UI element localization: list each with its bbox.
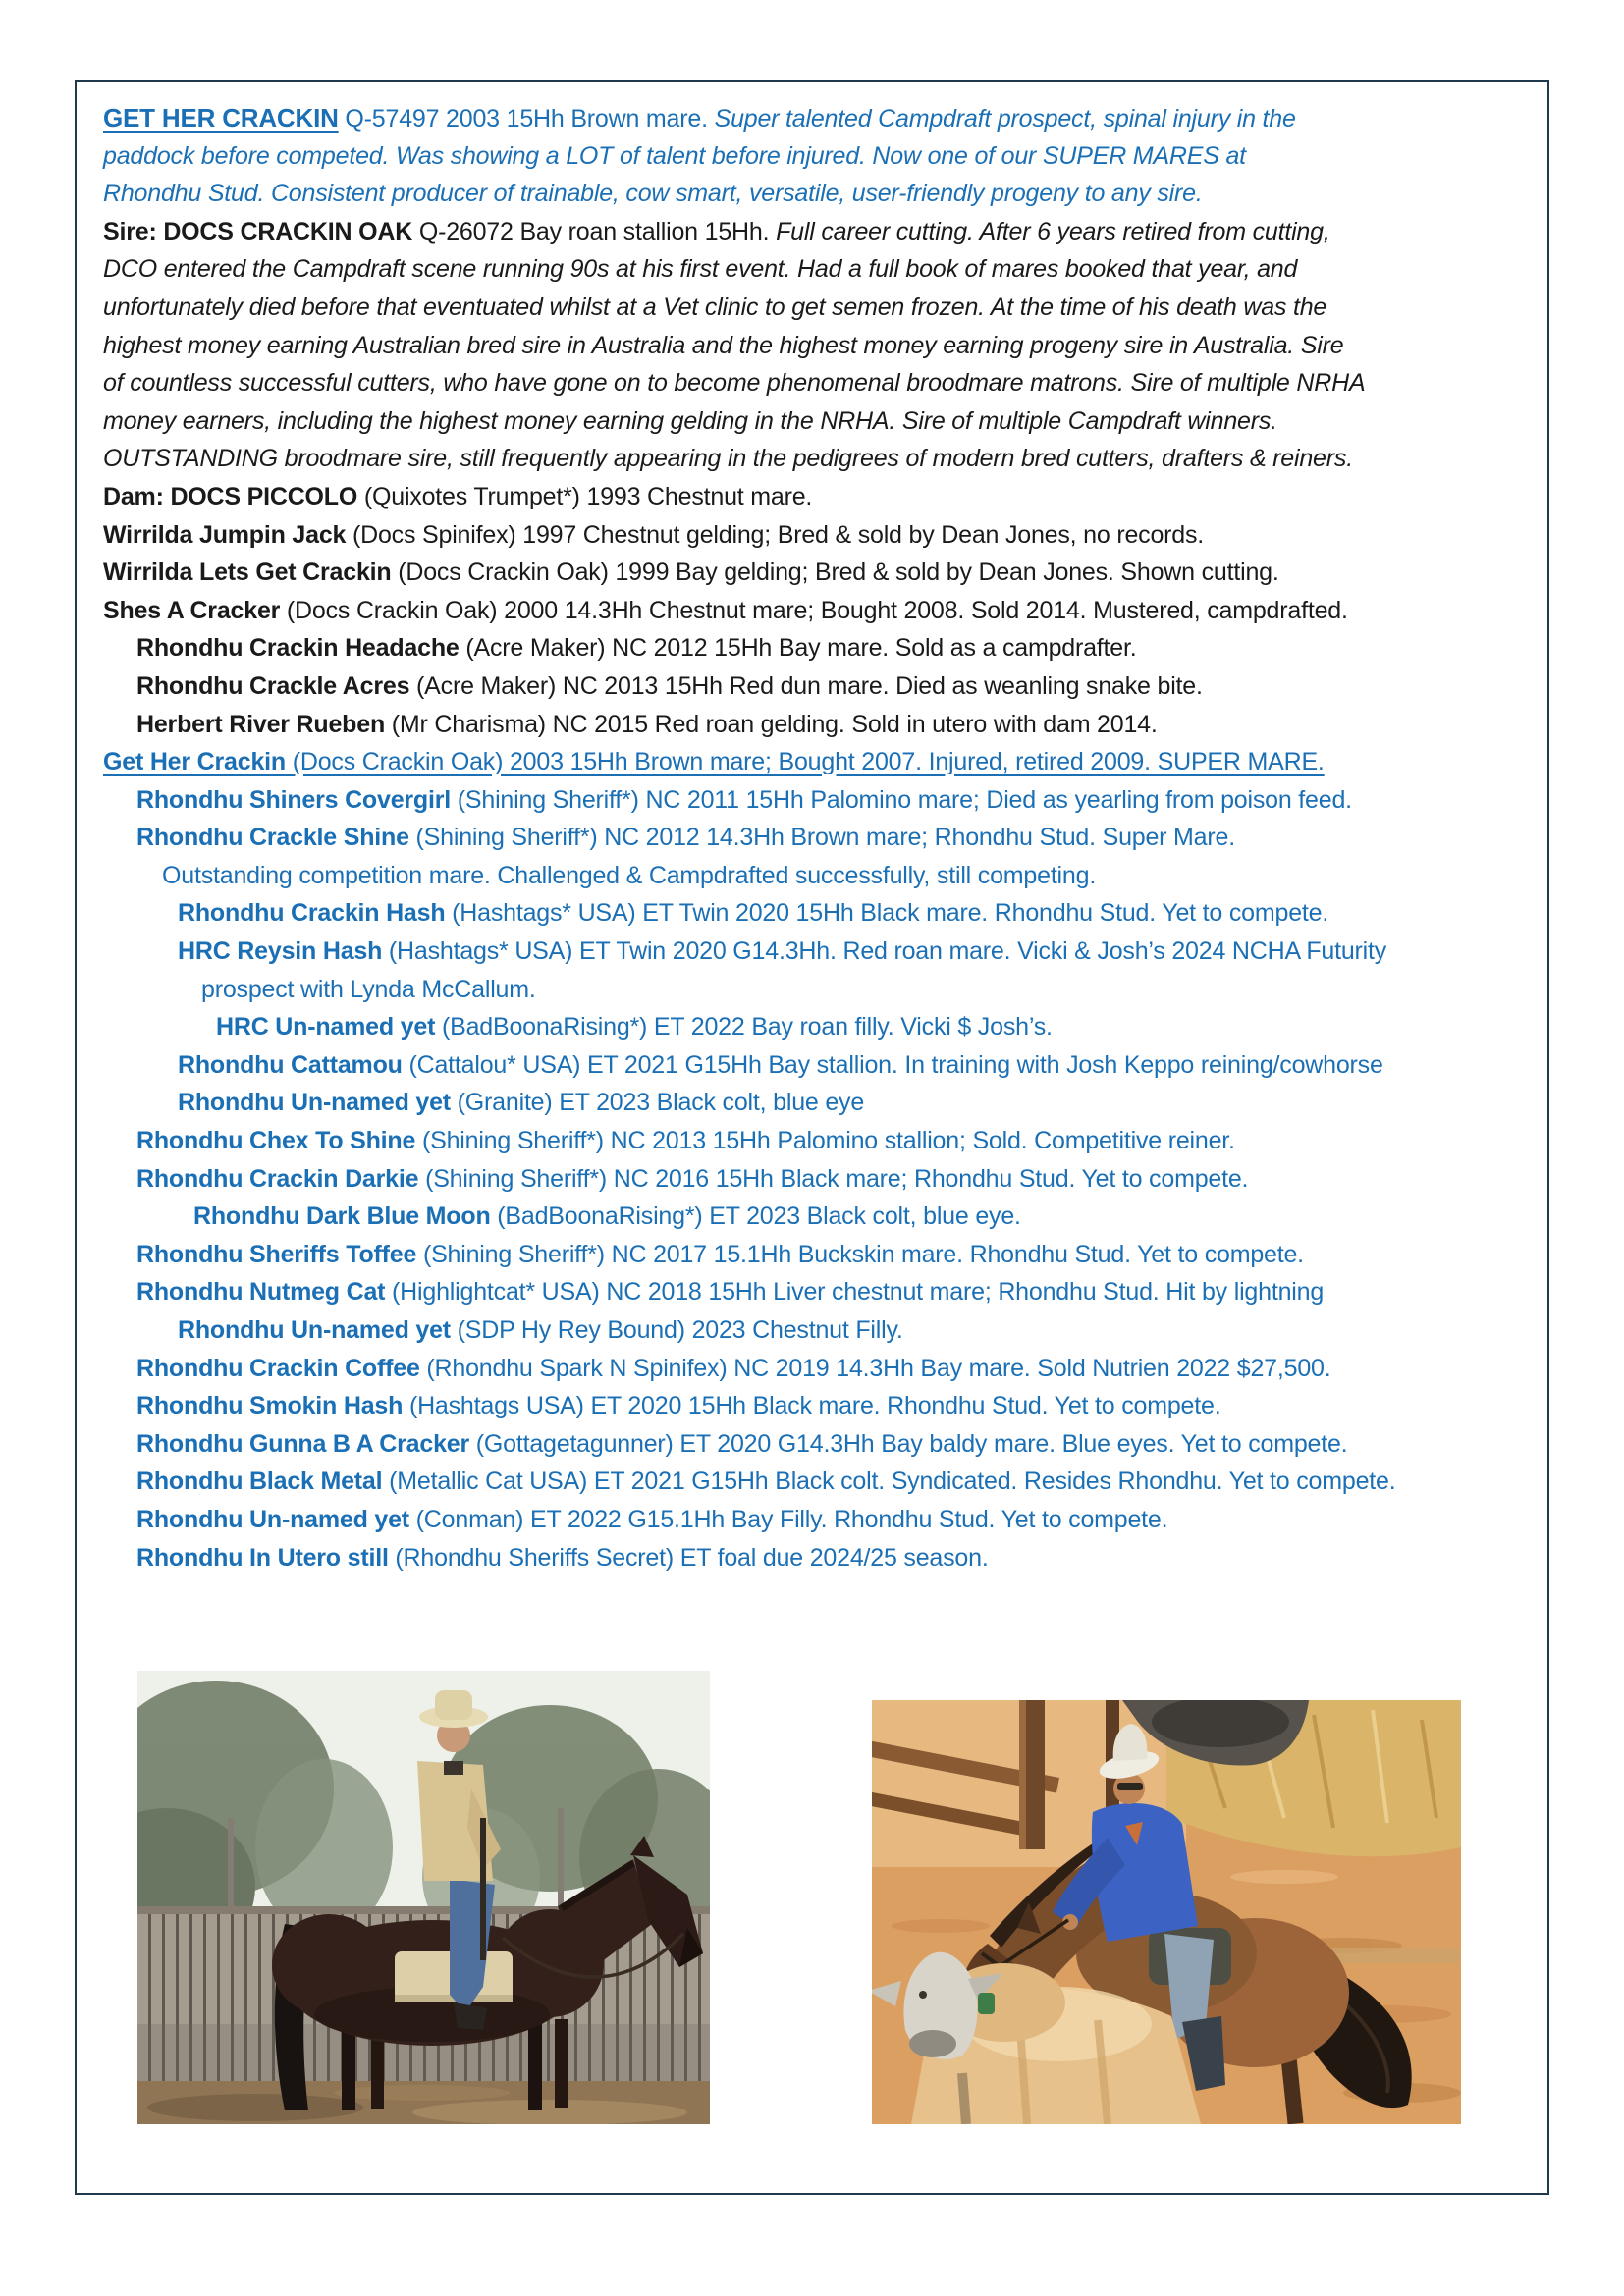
pedigree-line bbox=[103, 137, 1536, 176]
pedigree-text: paddock before competed. Was showing a LOT of talent before injured. Now one of our SUPER MARES at bbox=[103, 141, 1246, 170]
pedigree-text: (Hashtags* USA) ET Twin 2020 15Hh Black mare. Rhondhu Stud. Yet to compete. bbox=[445, 899, 1329, 928]
pedigree-text: Super talented Campdraft prospect, spinal injury in the bbox=[714, 105, 1296, 133]
pedigree-text: (BadBoonaRising*) ET 2022 Bay roan filly. Vicki $ Josh’s. bbox=[435, 1013, 1053, 1041]
pedigree-text: (Acre Maker) NC 2013 15Hh Red dun mare. Died as weanling snake bite. bbox=[409, 671, 1203, 700]
pedigree-line bbox=[103, 1425, 1536, 1464]
pedigree-text: Rhondhu Crackle Acres bbox=[136, 671, 410, 700]
green-ear-tag bbox=[978, 1993, 995, 2014]
pedigree-link-text[interactable]: (Docs Crackin Oak) 2003 15Hh Brown mare; Bought 2007. Injured, retired 2009. SUPER MARE. bbox=[285, 748, 1325, 776]
pedigree-line bbox=[103, 289, 1536, 327]
steer-muzzle bbox=[909, 2030, 956, 2057]
pedigree-line bbox=[103, 516, 1536, 555]
saddle-strap bbox=[480, 1818, 486, 1960]
pedigree-text: Rhondhu Smokin Hash bbox=[136, 1392, 404, 1420]
sunglasses bbox=[1117, 1783, 1143, 1790]
pedigree-text: Rhondhu Gunna B A Cracker bbox=[136, 1429, 470, 1458]
pedigree-text: unfortunately died before that eventuated whilst at a Vet clinic to get semen frozen. At the time of his death was the bbox=[103, 293, 1327, 321]
pedigree-text: (Highlightcat* USA) NC 2018 15Hh Liver chestnut mare; Rhondhu Stud. Hit by lightning bbox=[385, 1278, 1325, 1307]
pedigree-line bbox=[103, 402, 1536, 441]
pedigree-text: Outstanding competition mare. Challenged & Campdrafted successfully, still competing. bbox=[162, 861, 1097, 889]
pedigree-text: (Shining Sheriff*) NC 2016 15Hh Black mare; Rhondhu Stud. Yet to compete. bbox=[418, 1164, 1249, 1193]
pedigree-text: (Mr Charisma) NC 2015 Red roan gelding. Sold in utero with dam 2014. bbox=[385, 710, 1158, 738]
pedigree-line bbox=[103, 1501, 1536, 1539]
photo-standing-mare bbox=[137, 1671, 710, 2124]
pedigree-text: Q-57497 2003 15Hh Brown mare. bbox=[338, 105, 715, 133]
pedigree-text: (Shining Sheriff*) NC 2017 15.1Hh Buckskin mare. Rhondhu Stud. Yet to compete. bbox=[416, 1240, 1304, 1268]
pedigree-text: Full career cutting. After 6 years retired from cutting, bbox=[776, 217, 1330, 245]
pedigree-line bbox=[103, 1273, 1536, 1311]
pedigree-text: Rhondhu Crackin Coffee bbox=[136, 1354, 420, 1382]
pedigree-line bbox=[103, 743, 1536, 781]
pedigree-text: (Docs Spinifex) 1997 Chestnut gelding; Bred & sold by Dean Jones, no records. bbox=[346, 520, 1205, 549]
pedigree-text: Rhondhu Crackle Shine bbox=[136, 824, 409, 852]
pedigree-text: Rhondhu Nutmeg Cat bbox=[136, 1278, 386, 1307]
standing-mare-illustration bbox=[137, 1671, 710, 2124]
pedigree-line bbox=[103, 1122, 1536, 1160]
pedigree-line bbox=[103, 554, 1536, 592]
pedigree-line bbox=[103, 1008, 1536, 1046]
pedigree-text: Rhondhu Sheriffs Toffee bbox=[136, 1240, 417, 1268]
pedigree-text: (BadBoonaRising*) ET 2023 Black colt, blue eye. bbox=[490, 1202, 1021, 1231]
pedigree-text: Rhondhu Shiners Covergirl bbox=[136, 785, 452, 814]
pedigree-line bbox=[103, 781, 1536, 820]
pedigree-text: (Shining Sheriff*) NC 2013 15Hh Palomino stallion; Sold. Competitive reiner. bbox=[415, 1127, 1235, 1155]
pedigree-text: (Gottagetagunner) ET 2020 G14.3Hh Bay baldy mare. Blue eyes. Yet to compete. bbox=[469, 1429, 1348, 1458]
pedigree-text: Rhondhu Black Metal bbox=[136, 1468, 383, 1496]
pedigree-text: (Cattalou* USA) ET 2021 G15Hh Bay stallion. In training with Josh Keppo reining/cowhorse bbox=[402, 1050, 1383, 1079]
pedigree-line bbox=[103, 99, 1536, 137]
pedigree-line bbox=[103, 1311, 1536, 1350]
pedigree-text: DCO entered the Campdraft scene running 90s at his first event. Had a full book of mares booked that year, and bbox=[103, 255, 1298, 284]
pedigree-line bbox=[103, 971, 1536, 1009]
pedigree-text: money earners, including the highest money earning gelding in the NRHA. Sire of multiple Campdraft winners. bbox=[103, 406, 1277, 435]
pedigree-text: OUTSTANDING broodmare sire, still frequently appearing in the pedigrees of modern bred cutters, drafters & reiners. bbox=[103, 445, 1353, 473]
pedigree-text: Rhondhu Crackin Headache bbox=[136, 634, 460, 663]
photo-campdraft-action bbox=[872, 1700, 1461, 2124]
pedigree-link-text[interactable]: GET HER CRACKIN bbox=[103, 103, 339, 133]
pedigree-text: (Acre Maker) NC 2012 15Hh Bay mare. Sold as a campdrafter. bbox=[459, 634, 1137, 663]
steer-eye bbox=[919, 1991, 927, 1999]
pedigree-text: Rhondhu Crackin Darkie bbox=[136, 1164, 419, 1193]
pedigree-text: (SDP Hy Rey Bound) 2023 Chestnut Filly. bbox=[450, 1316, 903, 1344]
pedigree-text: Herbert River Rueben bbox=[136, 710, 386, 738]
pedigree-text: highest money earning Australian bred sire in Australia and the highest money earning progeny sire in Australia. Sire bbox=[103, 331, 1344, 359]
pedigree-line bbox=[103, 1160, 1536, 1199]
pedigree-line bbox=[103, 1463, 1536, 1501]
pedigree-text: Rhondhu Stud. Consistent producer of trainable, cow smart, versatile, user-friendly progeny to any sire. bbox=[103, 180, 1203, 208]
pedigree-text: (Shining Sheriff*) NC 2011 15Hh Palomino mare; Died as yearling from poison feed. bbox=[451, 785, 1352, 814]
pedigree-text: (Quixotes Trumpet*) 1993 Chestnut mare. bbox=[357, 482, 813, 510]
pedigree-text: (Granite) ET 2023 Black colt, blue eye bbox=[450, 1089, 865, 1117]
pedigree-text: Rhondhu Un-named yet bbox=[178, 1316, 451, 1344]
pedigree-text: (Hashtags* USA) ET Twin 2020 G14.3Hh. Red roan mare. Vicki & Josh’s 2024 NCHA Futurity bbox=[382, 937, 1387, 966]
pedigree-line bbox=[103, 706, 1536, 744]
pedigree-line bbox=[103, 592, 1536, 630]
pedigree-line bbox=[103, 1046, 1536, 1085]
pedigree-text: (Conman) ET 2022 G15.1Hh Bay Filly. Rhondhu Stud. Yet to compete. bbox=[408, 1505, 1168, 1533]
pedigree-line bbox=[103, 933, 1536, 971]
pedigree-line bbox=[103, 1387, 1536, 1425]
pedigree-text: (Rhondhu Sheriffs Secret) ET foal due 2024/25 season. bbox=[388, 1543, 989, 1572]
pedigree-line bbox=[103, 250, 1536, 289]
pedigree-text: Rhondhu In Utero still bbox=[136, 1543, 389, 1572]
pedigree-text: HRC Reysin Hash bbox=[178, 937, 383, 966]
pedigree-text: prospect with Lynda McCallum. bbox=[201, 975, 536, 1003]
pedigree-text: Rhondhu Chex To Shine bbox=[136, 1127, 416, 1155]
document-page-border bbox=[75, 80, 1549, 2195]
pedigree-line bbox=[103, 1084, 1536, 1122]
pedigree-line bbox=[103, 894, 1536, 933]
pedigree-text: (Docs Crackin Oak) 2000 14.3Hh Chestnut mare; Bought 2008. Sold 2014. Mustered, campdrafted. bbox=[280, 596, 1348, 624]
pedigree-line bbox=[103, 857, 1536, 895]
pedigree-line bbox=[103, 1198, 1536, 1236]
pedigree-line bbox=[103, 1236, 1536, 1274]
pedigree-text: Q-26072 Bay roan stallion 15Hh. bbox=[412, 217, 777, 245]
pedigree-text: Dam: DOCS PICCOLO bbox=[103, 482, 358, 510]
pedigree-line bbox=[103, 213, 1536, 251]
pedigree-line bbox=[103, 478, 1536, 516]
campdraft-illustration bbox=[872, 1700, 1461, 2124]
pedigree-text: (Hashtags USA) ET 2020 15Hh Black mare. Rhondhu Stud. Yet to compete. bbox=[403, 1392, 1221, 1420]
pedigree-text: HRC Un-named yet bbox=[216, 1013, 436, 1041]
pedigree-line bbox=[103, 364, 1536, 402]
pedigree-text: Shes A Cracker bbox=[103, 596, 281, 624]
pedigree-line bbox=[103, 629, 1536, 667]
cowboy-hat-crown bbox=[435, 1690, 472, 1720]
dirt-ground bbox=[137, 2081, 710, 2124]
pedigree-text: Sire: DOCS CRACKIN OAK bbox=[103, 217, 413, 245]
pedigree-text: Wirrilda Lets Get Crackin bbox=[103, 559, 392, 587]
pedigree-text: (Rhondhu Spark N Spinifex) NC 2019 14.3Hh Bay mare. Sold Nutrien 2022 $27,500. bbox=[419, 1354, 1331, 1382]
pedigree-line bbox=[103, 327, 1536, 365]
pedigree-line bbox=[103, 440, 1536, 478]
pedigree-lines bbox=[103, 99, 1536, 1576]
pedigree-link-text[interactable]: Get Her Crackin bbox=[103, 748, 286, 776]
pedigree-text: Rhondhu Un-named yet bbox=[136, 1505, 409, 1533]
pedigree-line bbox=[103, 175, 1536, 213]
pedigree-line bbox=[103, 667, 1536, 706]
pedigree-line bbox=[103, 1539, 1536, 1577]
pedigree-text: (Docs Crackin Oak) 1999 Bay gelding; Bred & sold by Dean Jones. Shown cutting. bbox=[391, 559, 1279, 587]
pedigree-text: (Metallic Cat USA) ET 2021 G15Hh Black colt. Syndicated. Resides Rhondhu. Yet to compete. bbox=[382, 1468, 1396, 1496]
pedigree-text: Rhondhu Dark Blue Moon bbox=[193, 1202, 491, 1231]
pedigree-line bbox=[103, 1350, 1536, 1388]
pedigree-text: Rhondhu Crackin Hash bbox=[178, 899, 446, 928]
pedigree-text: of countless successful cutters, who have gone on to become phenomenal broodmare matrons. Sire of multiple NRHA bbox=[103, 369, 1366, 398]
pedigree-line bbox=[103, 819, 1536, 857]
pedigree-text: (Shining Sheriff*) NC 2012 14.3Hh Brown mare; Rhondhu Stud. Super Mare. bbox=[408, 824, 1235, 852]
pedigree-text: Rhondhu Cattamou bbox=[178, 1050, 403, 1079]
pedigree-text: Rhondhu Un-named yet bbox=[178, 1089, 451, 1117]
pedigree-text: Wirrilda Jumpin Jack bbox=[103, 520, 347, 549]
